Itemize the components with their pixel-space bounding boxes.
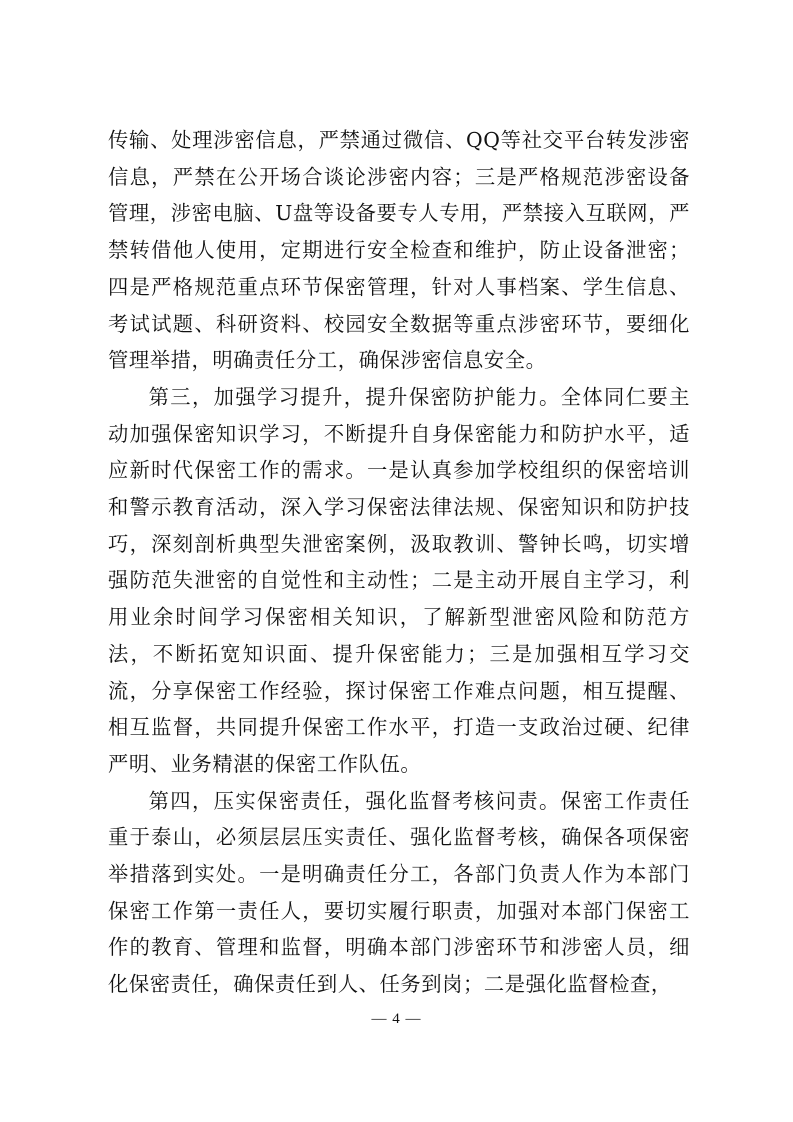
paragraph-section-three: 第三，加强学习提升，提升保密防护能力。全体同仁要主动加强保密知识学习，不断提升自身保密能力和防护水平，适应新时代保密工作的需求。一是认真参加学校组织的保密培训和警示教育活动，深入学习保密法律法规、保密知识和防护技巧，深刻剖析典型失泄密案例，汲取教训、警钟长鸣，切实增强防范失泄密的自觉性和主动性；二是主动开展自主学习，利用业余时间学习保密相关知识，了解新型泄密风险和防范方法，不断拓宽知识面、提升保密能力；三是加强相互学习交流，分享保密工作经验，探讨保密工作难点问题，相互提醒、相互监督，共同提升保密工作水平，打造一支政治过硬、纪律严明、业务精湛的保密工作队伍。 xyxy=(108,384,690,776)
page-number: — 4 — xyxy=(371,1011,422,1027)
paragraph-section-four: 第四，压实保密责任，强化监督考核问责。保密工作责任重于泰山，必须层层压实责任、强化监督考核，确保各项保密举措落到实处。一是明确责任分工，各部门负责人作为本部门保密工作第一责任人，要切实履行职责，加强对本部门保密工作的教育、管理和监督，明确本部门涉密环节和涉密人员，细化保密责任，确保责任到人、任务到岗；二是强化监督检查， xyxy=(108,788,690,997)
paragraph-continued: 传输、处理涉密信息，严禁通过微信、QQ等社交平台转发涉密信息，严禁在公开场合谈论涉密内容；三是严格规范涉密设备管理，涉密电脑、U盘等设备要专人专用，严禁接入互联网，严禁转借他人使用，定期进行安全检查和维护，防止设备泄密；四是严格规范重点环节保密管理，针对人事档案、学生信息、考试试题、科研资料、校园安全数据等重点涉密环节，要细化管理举措，明确责任分工，确保涉密信息安全。 xyxy=(108,128,690,373)
document-body xyxy=(108,122,690,1003)
